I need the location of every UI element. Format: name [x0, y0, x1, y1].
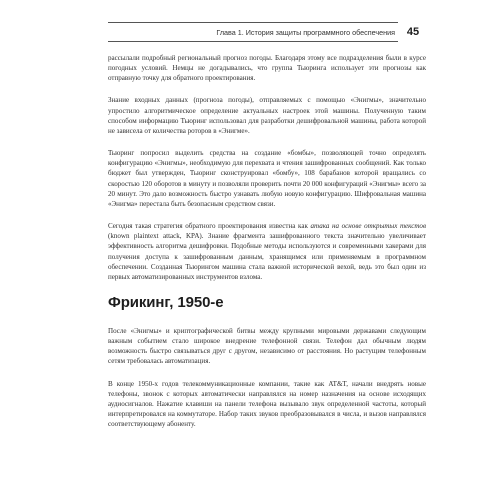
kpa-text-end: (known plaintext attack, KPA). Знание фрагмента зашифрованного текста значительно увеличивает эффективность алгоритма дешифровки. Подобные методы используются и современными хакерами для получения доступа к зашифрованным данным, хранящимся или применяемым в программном обеспечении. Созданная Тьюрингом машина стала важной исторической вехой, ведь это был один из первых автоматизированных инструментов взлома.: [108, 232, 426, 281]
paragraph-weather-forecast: рассылали подробный региональный прогноз погоды. Благодаря этому все подразделения были в курсе погодных условий. Немцы не догадывались, что группа Тьюринга использует эти прогнозы как отправную точку для обратного проектирования.: [108, 54, 426, 83]
paragraph-bomba: Тьюринг попросил выделить средства на создание «бомбы», позволяющей точно определять конфигурацию «Энигмы», необходимую для перехвата и чтения зашифрованных сообщений. Как только бюджет был утвержден, Тьюринг сконструировал «бомбу», 108 барабанов которой вращались со скоростью 120 оборотов в минуту и позволяли проверить почти 20 000 конфигураций «Энигмы» всего за 20 минут. Это дало возможность быстро узнавать любую новую конфигурацию. Шифровальная машина «Энигма» перестала быть безопасным средством связи.: [108, 149, 426, 208]
running-header: [108, 22, 398, 42]
paragraph-telephone: После «Энигмы» и криптографической битвы между крупными мировыми державами следующим важным событием стало широкое внедрение телефонной связи. Телефон дал обычным людям возможность быстро связываться друг с другом, независимо от расстояния. Но растущим телефонным сетям требовалась автоматизация.: [108, 326, 426, 366]
chapter-title: Глава 1. История защиты программного обеспечения: [216, 27, 395, 37]
paragraph-input-data: Знание входных данных (прогноза погоды), отправляемых с помощью «Энигмы», значительно упростило алгоритмическое определение актуальных настроек этой машины. Полученную таким способом информацию Тьюринг использовал для разработки дешифровальной машины, работа которой не зависела от количества роторов в «Энигме».: [108, 96, 426, 135]
page-body: [108, 53, 426, 441]
paragraph-kpa: [108, 221, 426, 282]
kpa-term: атака на основе открытых текстов: [310, 222, 427, 231]
paragraph-att: В конце 1950-х годов телекоммуникационные компании, такие как AT&T, начали внедрять новые телефоны, звонок с которых автоматически направлялся на номер назначения на основе исходящих аудиосигналов. Нажатие клавиши на панели телефона вызывало звук определенной частоты, который интерпретировался на коммутаторе. Набор таких звуков преобразовывался в числа, и вызов направлялся соответствующему абоненту.: [108, 379, 426, 429]
section-heading: Фрикинг, 1950-е: [108, 293, 224, 311]
kpa-text-start: Сегодня такая стратегия обратного проектирования известна как: [108, 222, 311, 231]
page-number: 45: [406, 26, 420, 38]
